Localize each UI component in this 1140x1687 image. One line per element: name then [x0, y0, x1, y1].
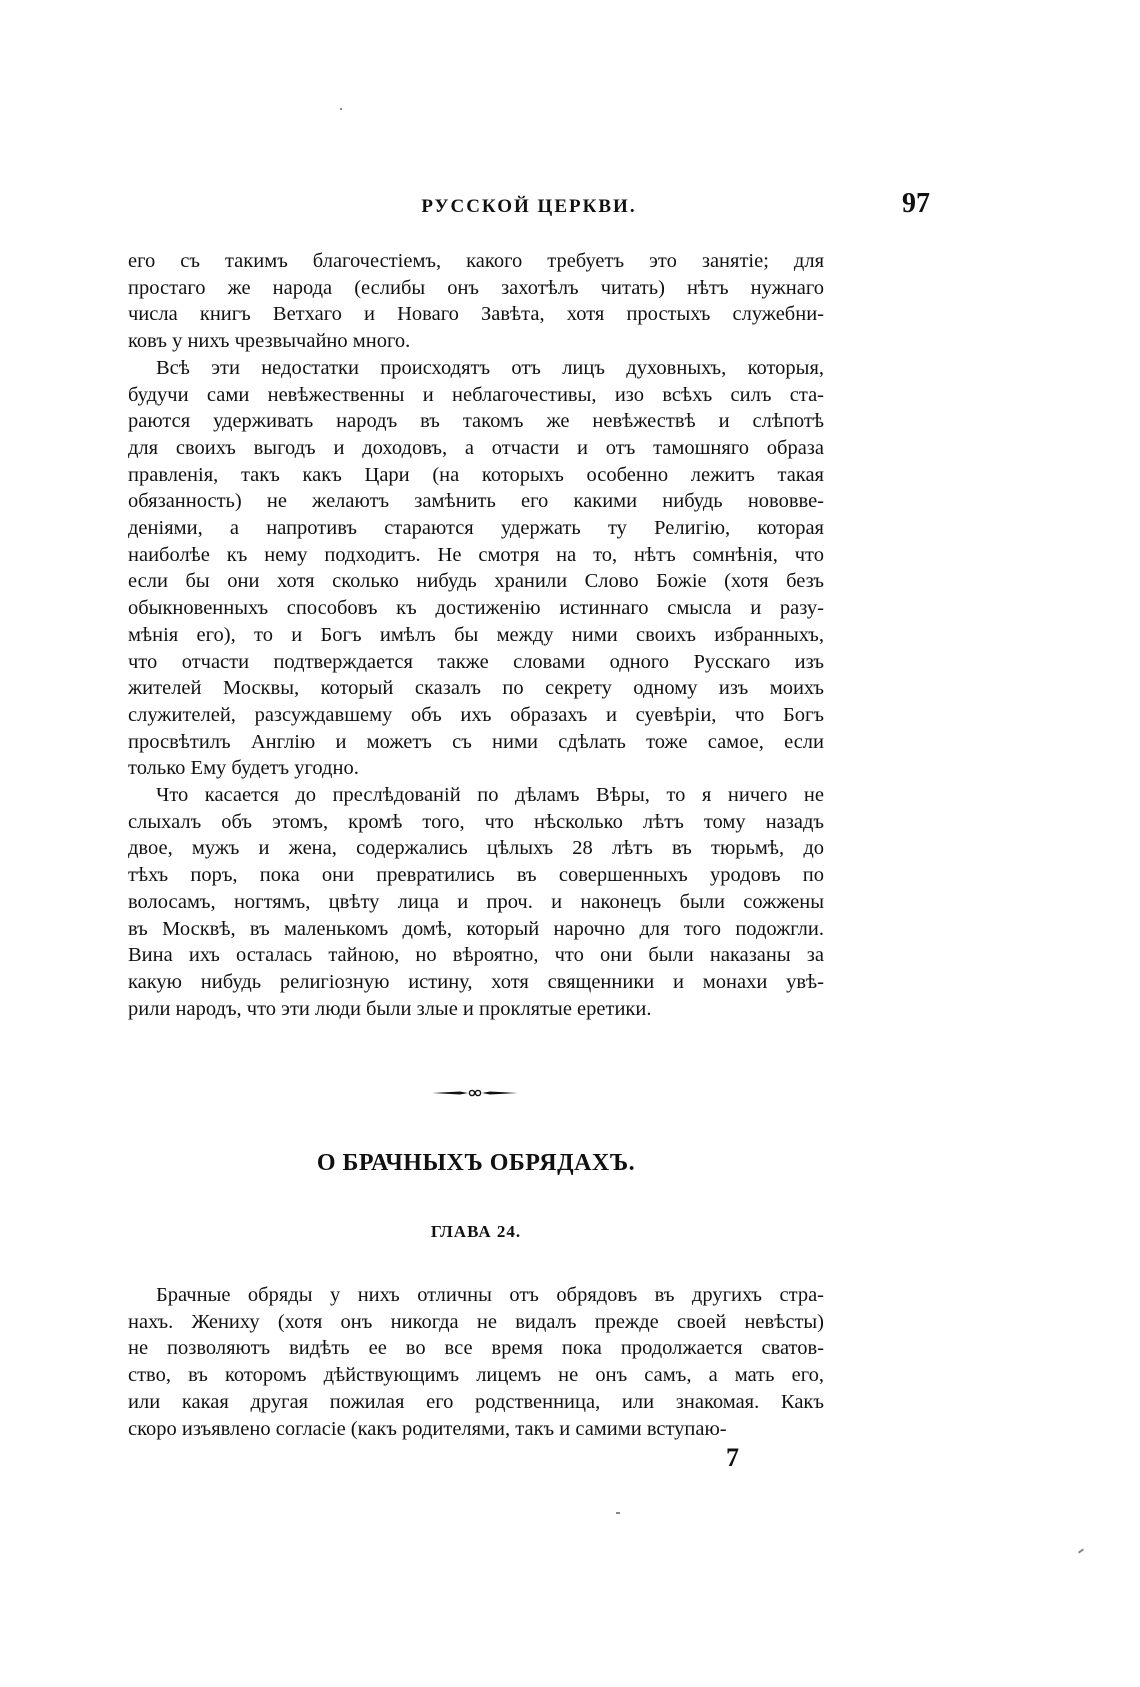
- text-line: числа книгъ Ветхаго и Новаго Завѣта, хотя простыхъ служебни-: [128, 303, 824, 326]
- section-title: О БРАЧНЫХЪ ОБРЯДАХЪ.: [316, 1150, 636, 1176]
- running-head: [128, 188, 930, 224]
- text-line: тѣхъ поръ, пока они превратились въ совершенныхъ уродовъ по: [128, 864, 824, 887]
- signature-mark: 7: [726, 1443, 739, 1472]
- text-line: двое, мужъ и жена, содержались цѣлыхъ 28 лѣтъ въ тюрьмѣ, до: [128, 837, 824, 860]
- text-block-top: [128, 248, 824, 1022]
- text-line: не позволяютъ видѣть ее во все время пока продолжается сватов-: [128, 1337, 824, 1360]
- scan-speck: [340, 108, 342, 110]
- text-line: если бы они хотя сколько нибудь хранили Слово Божіе (хотя безъ: [128, 570, 824, 593]
- text-line: рили народъ, что эти люди были злые и проклятые еретики.: [128, 997, 652, 1020]
- text-block-bottom: [128, 1282, 824, 1442]
- text-line: обыкновенныхъ способовъ къ достиженію истиннаго смысла и разу-: [128, 597, 824, 620]
- running-title: РУССКОЙ ЦЕРКВИ.: [421, 196, 637, 217]
- text-line: наиболѣе къ нему подходитъ. Не смотря на то, нѣтъ сомнѣнія, что: [128, 543, 824, 566]
- text-line: что отчасти подтверждается также словами одного Русскаго изъ: [128, 650, 824, 673]
- paragraph: [128, 248, 824, 355]
- page-number: 97: [902, 188, 930, 219]
- paragraph: [128, 782, 824, 1022]
- text-line: раются удерживать народъ въ такомъ же невѣжествѣ и слѣпотѣ: [128, 410, 824, 433]
- text-line: просвѣтилъ Англію и можетъ съ ними сдѣлать тоже самое, если: [128, 730, 824, 753]
- ornament-divider: [430, 1087, 520, 1099]
- text-line: ство, въ которомъ дѣйствующимъ лицемъ не онъ самъ, а мать его,: [128, 1364, 824, 1387]
- text-line: деніями, а напротивъ стараются удержать ту Религію, которая: [128, 517, 824, 540]
- scan-speck: [616, 1512, 620, 1514]
- chapter-label: ГЛАВА 24.: [430, 1222, 522, 1241]
- text-line: для своихъ выгодъ и доходовъ, а отчасти и отъ тамошняго образа: [128, 436, 824, 459]
- text-line: простаго же народа (еслибы онъ захотѣлъ читать) нѣтъ нужнаго: [128, 276, 824, 299]
- text-line: волосамъ, ногтямъ, цвѣту лица и проч. и наконецъ были сожжены: [128, 890, 824, 913]
- text-line: ковъ у нихъ чрезвычайно много.: [128, 330, 411, 353]
- text-line: его съ такимъ благочестіемъ, какого требуетъ это занятіе; для: [128, 250, 824, 272]
- text-line: Брачные обряды у нихъ отличны отъ обрядовъ въ другихъ стра-: [156, 1284, 824, 1306]
- text-line: какую нибудь религіозную истину, хотя священники и монахи увѣ-: [128, 970, 824, 993]
- text-line: нахъ. Жениху (хотя онъ никогда не видалъ прежде своей невѣсты): [128, 1310, 824, 1333]
- scan-speck: [1078, 1548, 1084, 1553]
- text-line: правленія, такъ какъ Цари (на которыхъ особенно лежитъ такая: [128, 463, 824, 486]
- text-line: въ Москвѣ, въ маленькомъ домѣ, который нарочно для того подожгли.: [128, 917, 824, 940]
- text-line: только Ему будетъ угодно.: [128, 757, 359, 780]
- text-line: скоро изъявлено согласіе (какъ родителями, такъ и самими вступаю-: [128, 1417, 727, 1440]
- text-line: слыхалъ объ этомъ, кромѣ того, что нѣсколько лѣтъ тому назадъ: [128, 810, 824, 833]
- text-line: будучи сами невѣжественны и неблагочестивы, изо всѣхъ силъ ста-: [128, 383, 824, 406]
- text-line: Что касается до преслѣдованій по дѣламъ Вѣры, то я ничего не: [156, 784, 824, 807]
- paragraph: [128, 355, 824, 782]
- text-line: жителей Москвы, который сказалъ по секрету одному изъ моихъ: [128, 677, 824, 700]
- text-line: Всѣ эти недостатки происходятъ отъ лицъ духовныхъ, которыя,: [156, 356, 824, 379]
- paragraph: [128, 1282, 824, 1442]
- text-line: или какая другая пожилая его родственница, или знакомая. Какъ: [128, 1390, 824, 1413]
- text-line: служителей, разсуждавшему объ ихъ образахъ и суевѣріи, что Богъ: [128, 703, 824, 726]
- text-line: мѣнія его), то и Богъ имѣлъ бы между ними своихъ избранныхъ,: [128, 623, 824, 646]
- text-line: обязанность) не желаютъ замѣнить его какими нибудь нововве-: [128, 490, 824, 513]
- text-line: Вина ихъ осталась тайною, но вѣроятно, что они были наказаны за: [128, 944, 824, 967]
